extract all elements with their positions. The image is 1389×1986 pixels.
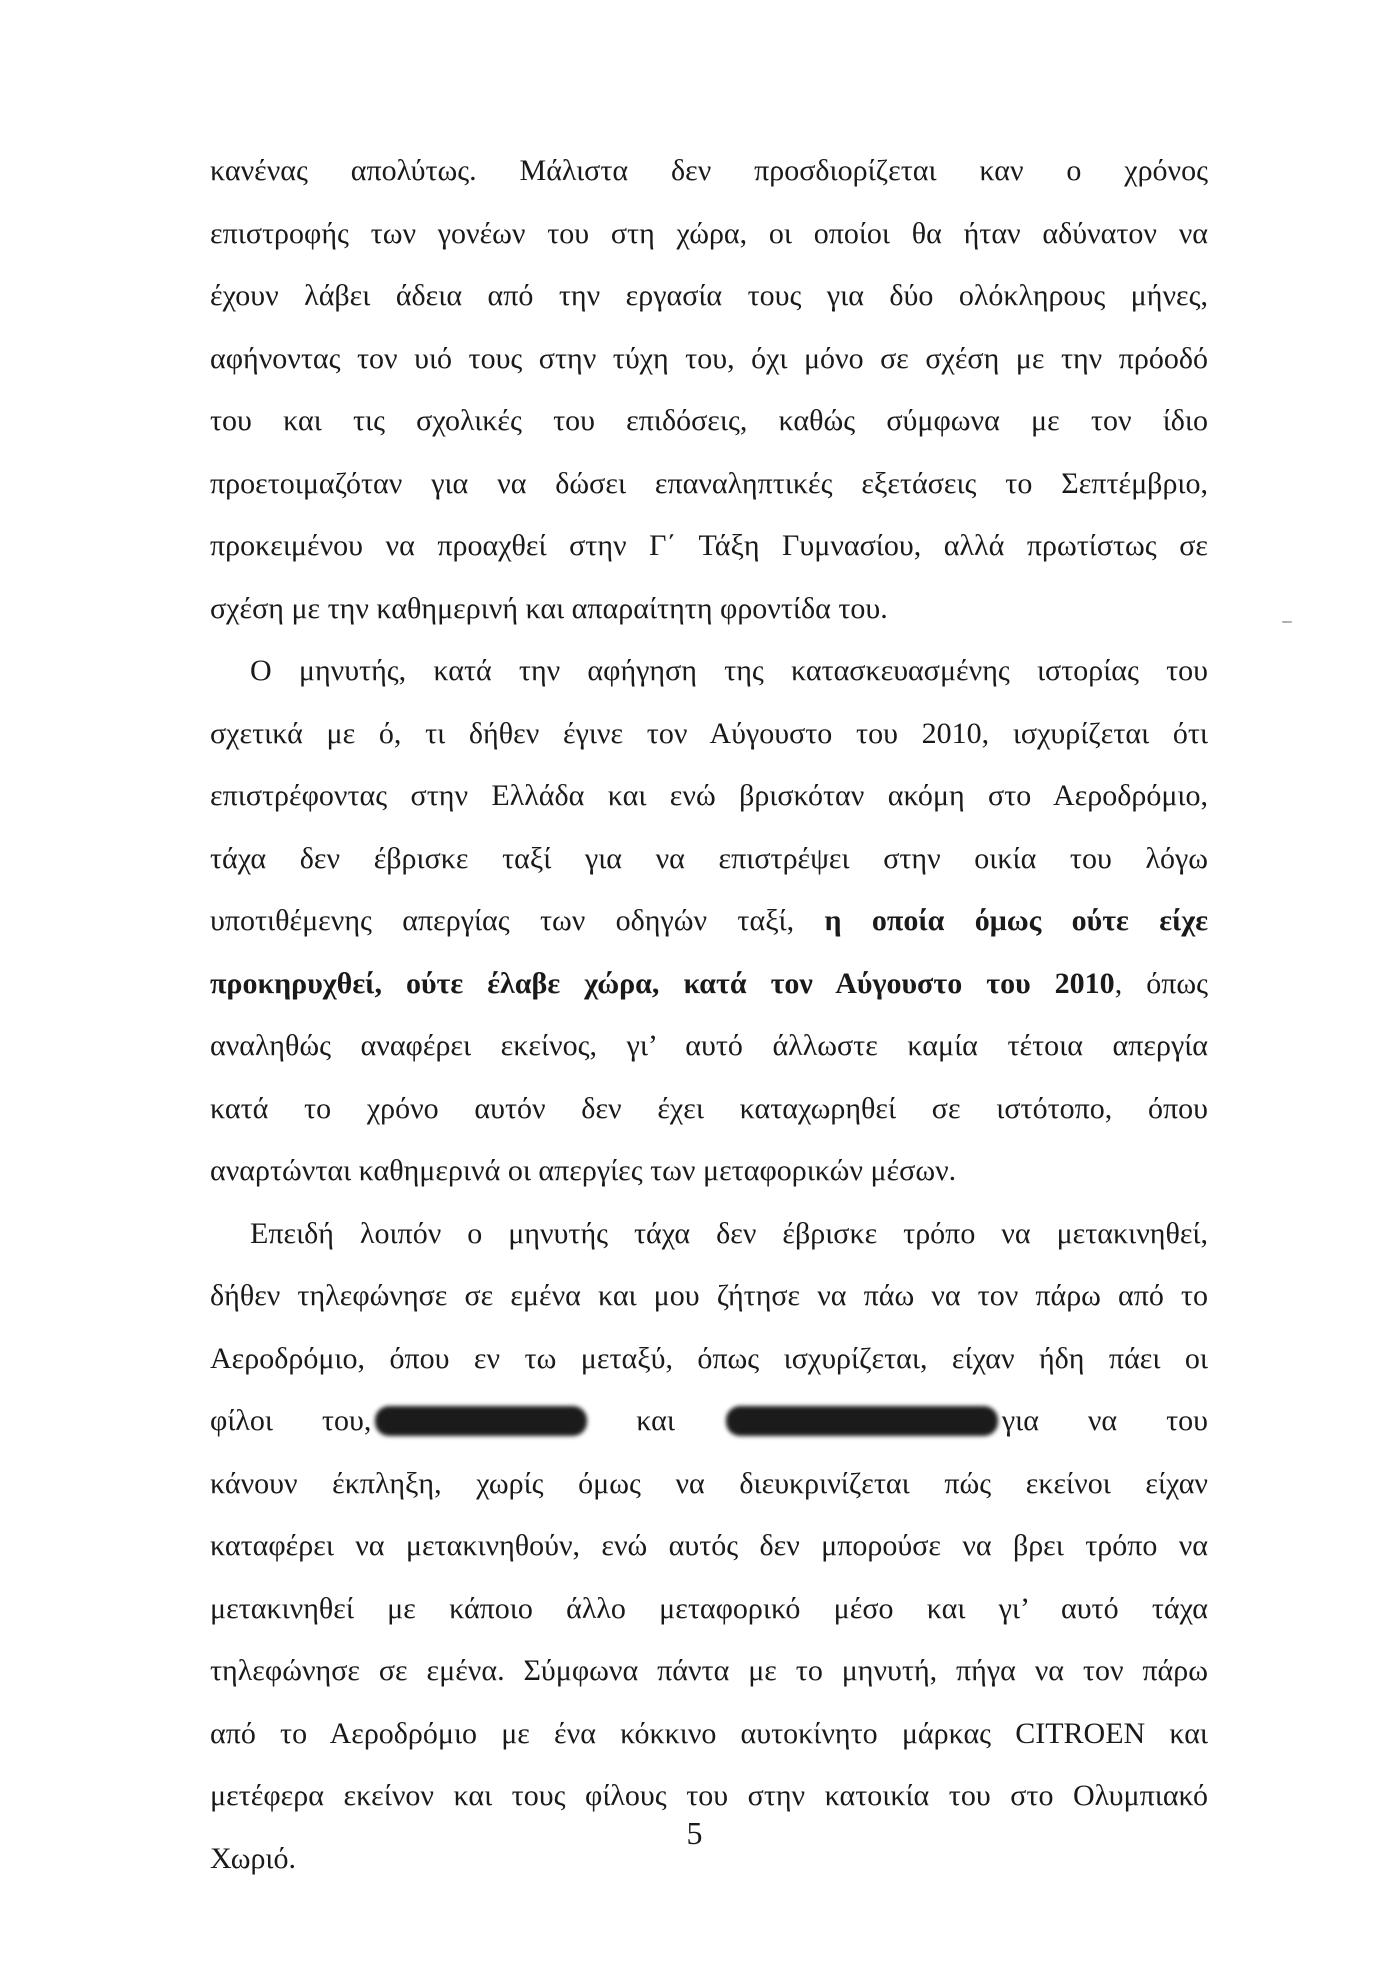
text-line: αναληθώς αναφέρει εκείνος, γι’ αυτό άλλωστε καμία τέτοια απεργία (210, 1029, 1208, 1062)
text-line: δήθεν τηλεφώνησε σε εμένα και μου ζήτησε να πάω να τον πάρω από το (210, 1279, 1208, 1312)
text-line: μετέφερα εκείνον και τους φίλους του στην κατοικία του στο Ολυμπιακό (210, 1779, 1208, 1812)
text-line: Χωριό. (210, 1841, 296, 1875)
redaction-mark (375, 1406, 587, 1436)
text-line: επιστρέφοντας στην Ελλάδα και ενώ βρισκόταν ακόμη στο Αεροδρόμιο, (210, 779, 1208, 812)
text-line: επιστροφής των γονέων του στη χώρα, οι οποίοι θα ήταν αδύνατον να (210, 216, 1208, 250)
text-line: τάχα δεν έβρισκε ταξί για να επιστρέψει στην οικία του λόγω (210, 841, 1208, 875)
text-run: φίλοι του, (210, 1404, 372, 1437)
scan-speck (1282, 621, 1292, 623)
text-line: Επειδή λοιπόν ο μηνυτής τάχα δεν έβρισκε τρόπο να μετακινηθεί, (250, 1216, 1208, 1250)
text-line: προκειμένου να προαχθεί στην Γ΄ Τάξη Γυμνασίου, αλλά πρωτίστως σε (210, 529, 1208, 562)
text-line: σχετικά με ό, τι δήθεν έγινε τον Αύγουστο του 2010, ισχυρίζεται ότι (210, 716, 1208, 750)
text-line: αφήνοντας τον υιό τους στην τύχη του, όχι μόνο σε σχέση με την πρόοδό (210, 341, 1208, 375)
text-line: καταφέρει να μετακινηθούν, ενώ αυτός δεν μπορούσε να βρει τρόπο να (210, 1529, 1208, 1562)
text-line: μετακινηθεί με κάποιο άλλο μεταφορικό μέσο και γι’ αυτό τάχα (210, 1591, 1208, 1625)
text-line: προετοιμαζόταν για να δώσει επαναληπτικές εξετάσεις το Σεπτέμβριο, (210, 466, 1208, 500)
text-line: του και τις σχολικές του επιδόσεις, καθώς σύμφωνα με τον ίδιο (210, 404, 1208, 437)
text-run: για να του (1001, 1404, 1208, 1437)
text-line: από το Αεροδρόμιο με ένα κόκκινο αυτοκίνητο μάρκας CITROEN και (210, 1716, 1208, 1750)
text-line: σχέση με την καθημερινή και απαραίτητη φροντίδα του. (210, 591, 888, 625)
text-line: κάνουν έκπληξη, χωρίς όμως να διευκρινίζεται πώς εκείνοι είχαν (210, 1466, 1208, 1500)
text-line: κατά το χρόνο αυτόν δεν έχει καταχωρηθεί σε ιστότοπο, όπου (210, 1091, 1208, 1125)
text-run: , όπως (1114, 966, 1208, 1000)
text-line-mixed (210, 890, 1208, 953)
text-line-redacted (210, 1390, 1208, 1453)
bold-text-run: η οποία όμως ούτε είχε (824, 904, 1209, 937)
text-run: υποτιθέμενης απεργίας των οδηγών ταξί, (210, 904, 795, 937)
redaction-mark (726, 1406, 998, 1436)
text-line: κανένας απολύτως. Μάλιστα δεν προσδιορίζεται καν ο χρόνος (210, 154, 1208, 187)
text-line: Αεροδρόμιο, όπου εν τω μεταξύ, όπως ισχυρίζεται, είχαν ήδη πάει οι (210, 1341, 1208, 1375)
text-line: Ο μηνυτής, κατά την αφήγηση της κατασκευασμένης ιστορίας του (250, 654, 1208, 687)
page-number: 5 (686, 1815, 703, 1851)
text-run: και (636, 1404, 675, 1437)
body-text (210, 140, 1208, 1890)
text-line: έχουν λάβει άδεια από την εργασία τους για δύο ολόκληρους μήνες, (210, 279, 1208, 312)
text-line: τηλεφώνησε σε εμένα. Σύμφωνα πάντα με το μηνυτή, πήγα να τον πάρω (210, 1654, 1208, 1687)
text-line-mixed (210, 953, 1208, 1016)
bold-text-run: προκηρυχθεί, ούτε έλαβε χώρα, κατά τον Αύγουστο του 2010 (210, 966, 1115, 1000)
text-line: αναρτώνται καθημερινά οι απεργίες των μεταφορικών μέσων. (210, 1154, 957, 1187)
